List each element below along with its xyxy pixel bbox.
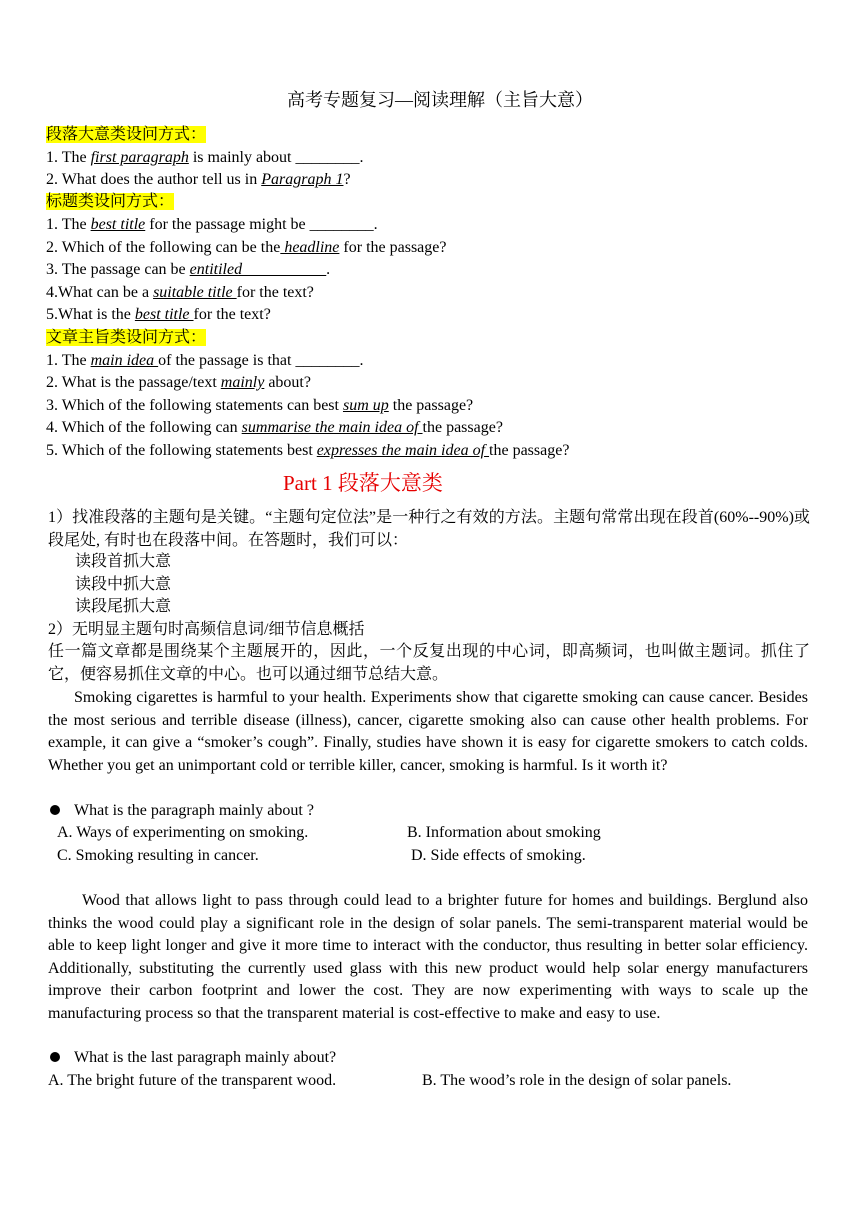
- bullet-icon: [50, 805, 60, 815]
- answer-option: D. Side effects of smoking.: [411, 847, 586, 864]
- tip-paragraph: 1）找准段落的主题句是关键。“主题句定位法”是一种行之有效的方法。主题句常常出现在段首(60%--90%)或段尾处, 有时也在段落中间。在答题时，我们可以：: [48, 509, 810, 549]
- section-heading-main: [46, 327, 206, 349]
- answer-option: B. Information about smoking: [407, 824, 601, 841]
- question-line: 4. Which of the following can summarise the main idea of the passage?: [46, 419, 503, 436]
- tip-item: 读段尾抓大意: [75, 598, 172, 615]
- part1-heading: Part 1 段落大意类: [283, 471, 443, 495]
- reading-passage: Smoking cigarettes is harmful to your health. Experiments show that cigarette smoking can cause cancer. Besides the most serious and terrible disease (illness), cancer, cigarette smoking also can cause other health problems. For example, it can give a “smoker’s cough”. Finally, studies have shown it is easy for cigarette smokers to catch colds. Whether you get an unimportant cold or terrible killer, cancer, smoking is harmful. Is it worth it?: [48, 689, 808, 774]
- question-line: 5. Which of the following statements best expresses the main idea of the passage?: [46, 442, 570, 459]
- question-line: 3. Which of the following statements can best sum up the passage?: [46, 397, 474, 414]
- question-line: 2. What does the author tell us in Paragraph 1?: [46, 171, 351, 188]
- page-title: 高考专题复习—阅读理解（主旨大意）: [287, 90, 593, 110]
- question-line: 1. The main idea of the passage is that ________.: [46, 352, 364, 369]
- answer-option: A. The bright future of the transparent wood.: [48, 1072, 337, 1089]
- question-line: What is the last paragraph mainly about?: [48, 1047, 336, 1069]
- question-line: 3. The passage can be entitiled __________.: [46, 261, 331, 278]
- highlighted-heading: 标题类设问方式：: [46, 193, 175, 210]
- tip-item: 读段中抓大意: [75, 576, 172, 593]
- bullet-icon: [50, 1052, 60, 1062]
- answer-option: B. The wood’s role in the design of solar panels.: [422, 1072, 732, 1089]
- question-line: 1. The best title for the passage might be ________.: [46, 216, 378, 233]
- question-line: 1. The first paragraph is mainly about ________.: [46, 149, 364, 166]
- question-line: What is the paragraph mainly about ?: [48, 800, 314, 822]
- tip-paragraph: 任一篇文章都是围绕某个主题展开的，因此，一个反复出现的中心词，即高频词，也叫做主题词。抓住了它，便容易抓住文章的中心。也可以通过细节总结大意。: [48, 643, 810, 683]
- highlighted-heading: 段落大意类设问方式：: [46, 126, 207, 143]
- highlighted-heading: 文章主旨类设问方式：: [46, 329, 207, 346]
- question-line: 2. Which of the following can be the headline for the passage?: [46, 239, 447, 256]
- reading-passage: Wood that allows light to pass through could lead to a brighter future for homes and buildings. Berglund also thinks the wood could play a significant role in the design of solar panels. The semi-transparent material would be able to keep light longer and give it more time to interact with the conductor, thus resulting in better solar efficiency. Additionally, substituting the currently used glass with this new product would help solar energy manufacturers improve their carbon footprint and lower the cost. They are now experimenting with ways to scale up the manufacturing process so that the transparent material is cost-effective to make and easy to use.: [48, 892, 808, 1022]
- tip-paragraph: 2）无明显主题句时高频信息词/细节信息概括: [48, 621, 365, 638]
- section-heading-title: [46, 191, 174, 213]
- question-line: 5.What is the best title for the text?: [46, 306, 271, 323]
- answer-option: A. Ways of experimenting on smoking.: [57, 824, 309, 841]
- tip-item: 读段首抓大意: [75, 553, 172, 570]
- section-heading-paragraph: [46, 124, 206, 146]
- question-line: 2. What is the passage/text mainly about?: [46, 374, 311, 391]
- answer-option: C. Smoking resulting in cancer.: [57, 847, 259, 864]
- question-line: 4.What can be a suitable title for the text?: [46, 284, 314, 301]
